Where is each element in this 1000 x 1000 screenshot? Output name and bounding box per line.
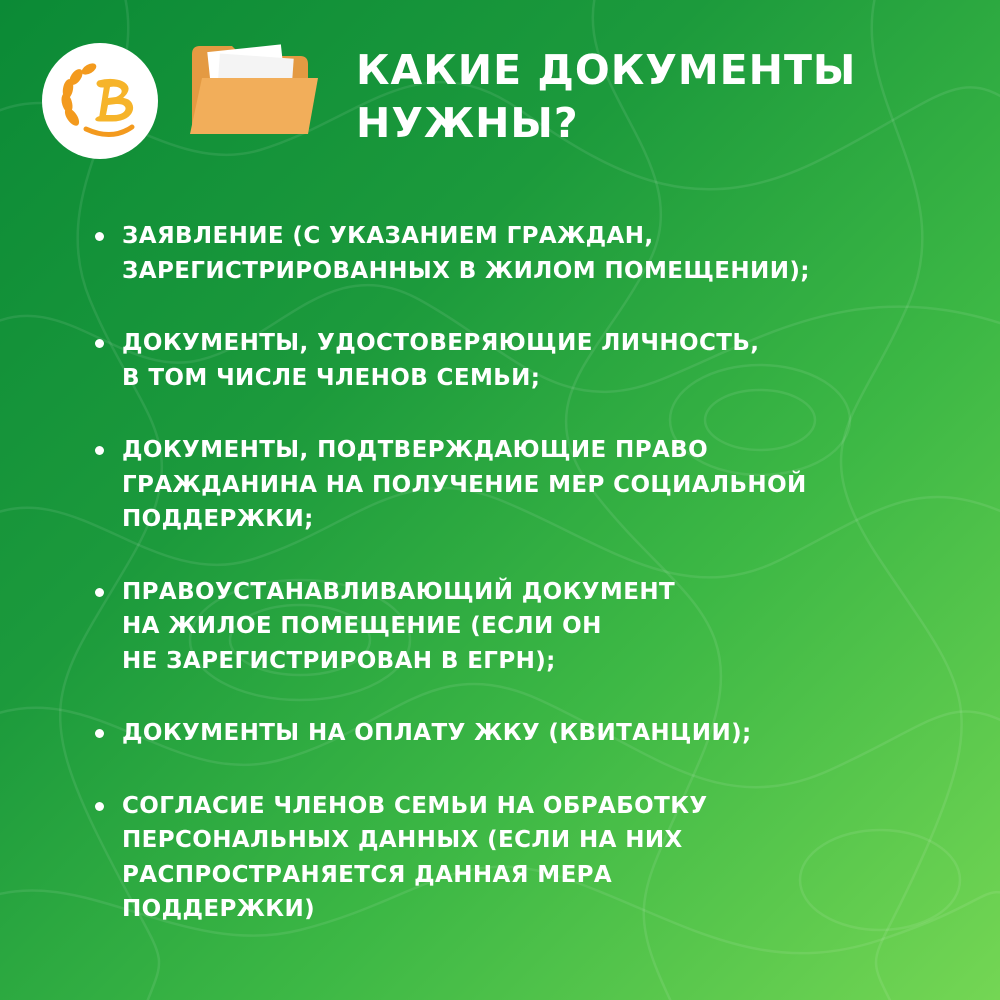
item-line: В ТОМ ЧИСЛЕ ЧЛЕНОВ СЕМЬИ;	[122, 364, 541, 391]
bullet-icon	[95, 802, 104, 811]
item-line: СОГЛАСИЕ ЧЛЕНОВ СЕМЬИ НА ОБРАБОТКУ	[122, 792, 708, 819]
page-title	[356, 44, 956, 150]
item-line: ПОДДЕРЖКИ;	[122, 506, 314, 532]
bullet-icon	[95, 729, 104, 738]
bullet-icon	[95, 446, 104, 455]
title-line: НУЖНЫ?	[356, 99, 579, 147]
folder-icon	[188, 38, 322, 138]
item-line: ЗАРЕГИСТРИРОВАННЫХ В ЖИЛОМ ПОМЕЩЕНИИ);	[122, 257, 810, 284]
bullet-icon	[95, 339, 104, 348]
item-line: ПЕРСОНАЛЬНЫХ ДАННЫХ (ЕСЛИ НА НИХ	[122, 827, 683, 853]
item-line: ДОКУМЕНТЫ НА ОПЛАТУ ЖКУ (КВИТАНЦИИ);	[122, 720, 752, 746]
item-line: ДОКУМЕНТЫ, УДОСТОВЕРЯЮЩИЕ ЛИЧНОСТЬ,	[122, 330, 760, 356]
title-line: КАКИЕ ДОКУМЕНТЫ	[356, 46, 857, 94]
list-item	[92, 219, 952, 288]
documents-list	[92, 219, 952, 927]
wheat-letter-v-logo	[42, 43, 158, 159]
item-line: РАСПРОСТРАНЯЕТСЯ ДАННАЯ МЕРА	[122, 861, 613, 888]
item-line: ЗАЯВЛЕНИЕ (С УКАЗАНИЕМ ГРАЖДАН,	[122, 223, 654, 249]
list-item	[92, 326, 952, 395]
bullet-icon	[95, 588, 104, 597]
list-item	[92, 575, 952, 679]
list-item	[92, 789, 952, 927]
item-line: ПОДДЕРЖКИ)	[122, 896, 316, 922]
bullet-icon	[95, 232, 104, 241]
list-item	[92, 433, 952, 537]
item-line: НА ЖИЛОЕ ПОМЕЩЕНИЕ (ЕСЛИ ОН	[122, 613, 602, 639]
item-line: ДОКУМЕНТЫ, ПОДТВЕРЖДАЮЩИЕ ПРАВО	[122, 437, 709, 463]
list-item	[92, 716, 952, 751]
item-line: ГРАЖДАНИНА НА ПОЛУЧЕНИЕ МЕР СОЦИАЛЬНОЙ	[122, 471, 807, 498]
item-line: НЕ ЗАРЕГИСТРИРОВАН В ЕГРН);	[122, 647, 556, 674]
item-line: ПРАВОУСТАНАВЛИВАЮЩИЙ ДОКУМЕНТ	[122, 578, 676, 605]
